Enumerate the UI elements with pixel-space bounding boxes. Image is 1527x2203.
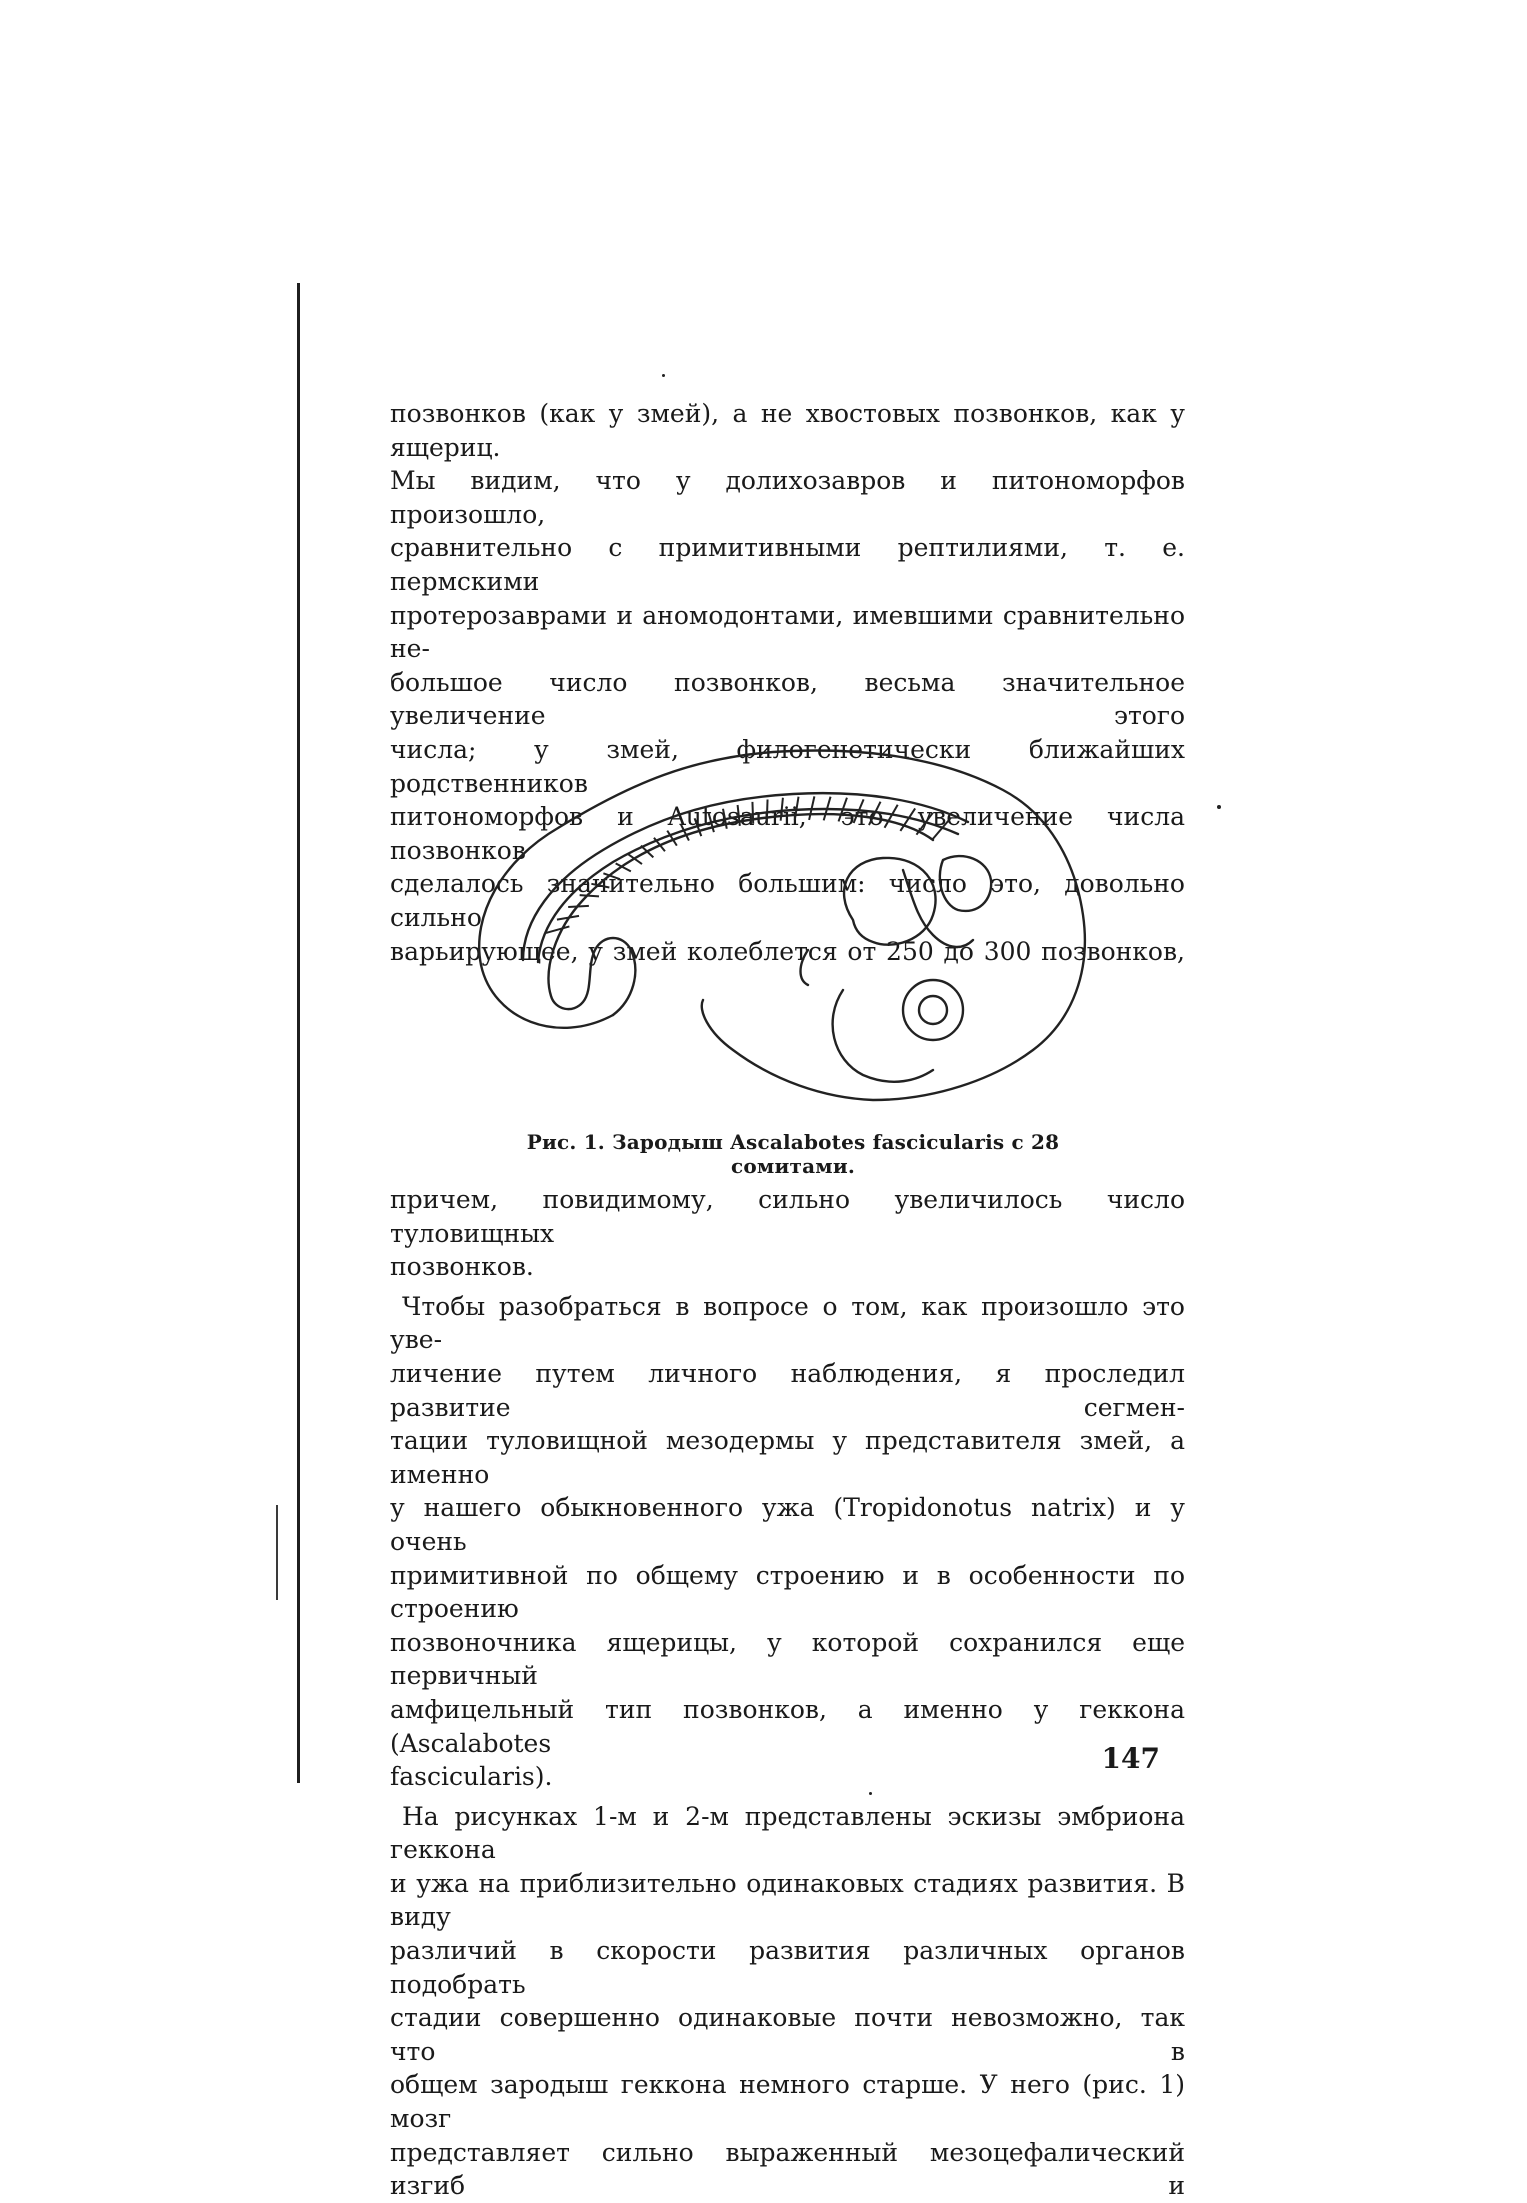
text-line: различий в скорости развития различных органов подобрать (390, 1936, 1185, 1999)
page-binding-line (297, 283, 300, 1783)
somite-divider (546, 926, 569, 932)
somite-divider (795, 797, 799, 820)
text-line: общем зародыш геккона немного старше. У него (рис. 1) мозг (390, 2070, 1185, 2134)
text-block-bottom (390, 1183, 1185, 2203)
text-line: и ужа на приблизительно одинаковых стадиях развития. В виду (390, 1868, 1185, 1932)
text-line: стадии совершенно одинаковые почти невозможно, так что в (390, 2003, 1185, 2066)
somite-divider (767, 799, 768, 821)
text-line: позвонков. (390, 1252, 534, 1282)
somite-divider (781, 798, 783, 821)
text-line: большое число позвонков, весьма значительное увеличение этого (390, 667, 1185, 731)
paragraph (390, 1800, 1185, 2203)
limb-bud (801, 950, 809, 985)
somite-divider (568, 906, 589, 907)
text-line: причем, повидимому, сильно увеличилось число туловищных (390, 1185, 1185, 1248)
text-line: питономорфов и Autosaurii, это увеличение числа позвонков (390, 802, 1185, 865)
text-line: fascicularis). (390, 1762, 553, 1792)
text-line: примитивной по общему строению и в особенности по строению (390, 1560, 1185, 1624)
text-line: числа; у змей, филогенетически ближайших родственников (390, 734, 1185, 798)
text-line: личение путем личного наблюдения, я проследил развитие сегмен- (390, 1358, 1185, 1422)
text-line: позвонков (как у змей), а не хвостовых позвонков, как у ящериц. (390, 399, 1185, 462)
paragraph (390, 1183, 1185, 1284)
text-line: у нашего обыкновенного ужа (Tropidonotus natrix) и у очень (390, 1493, 1185, 1556)
page-binding-mark (276, 1505, 278, 1600)
somite-divider (681, 824, 689, 840)
text-line: позвоночника ящерицы, у которой сохранился еще первичный (390, 1627, 1185, 1691)
text-line: сравнительно с примитивными рептилиями, т. е. пермскими (390, 533, 1185, 596)
text-line: На рисунках 1-м и 2-м представлены эскизы эмбриона геккона (390, 1801, 1185, 1865)
eye-inner (919, 996, 947, 1024)
text-line: Чтобы разобраться в вопросе о том, как произошло это уве- (390, 1291, 1185, 1355)
somite-divider (580, 895, 599, 896)
neural-tube (523, 793, 968, 960)
somite-divider (641, 846, 653, 858)
text-line: представляет сильно выраженный мезоцефалический изгиб и (390, 2137, 1185, 2201)
eye-outer (903, 980, 963, 1040)
print-speck (1217, 805, 1221, 809)
print-speck (662, 374, 665, 377)
text-line: тации туловищной мезодермы у представителя змей, а именно (390, 1426, 1185, 1489)
somite-divider (752, 802, 753, 824)
embryo-figure (463, 710, 1123, 1130)
figure-caption: Рис. 1. Зародыш Ascalabotes fascicularis с 28 сомитами. (526, 1130, 1060, 1178)
text-line: сделалось значительно большим: число это, довольно сильно (390, 869, 1185, 932)
somite-divider (933, 818, 951, 839)
pharynx (903, 870, 973, 947)
print-speck (869, 1792, 872, 1795)
text-line: протерозаврами и аномодонтами, имевшими сравнительно не- (390, 600, 1185, 664)
brain-lobe (844, 858, 936, 945)
brain-lobe-2 (940, 856, 991, 911)
tail-curl (549, 814, 933, 1015)
page-number: 147 (1101, 1742, 1160, 1775)
text-line: амфицельный тип позвонков, а именно у геккона (Ascalabotes (390, 1694, 1185, 1758)
paragraph (390, 1290, 1185, 1794)
text-line: варьирующее, у змей колеблется от 250 до 300 позвонков, (390, 936, 1185, 966)
text-line: Мы видим, что у долихозавров и питономорфов произошло, (390, 466, 1185, 529)
